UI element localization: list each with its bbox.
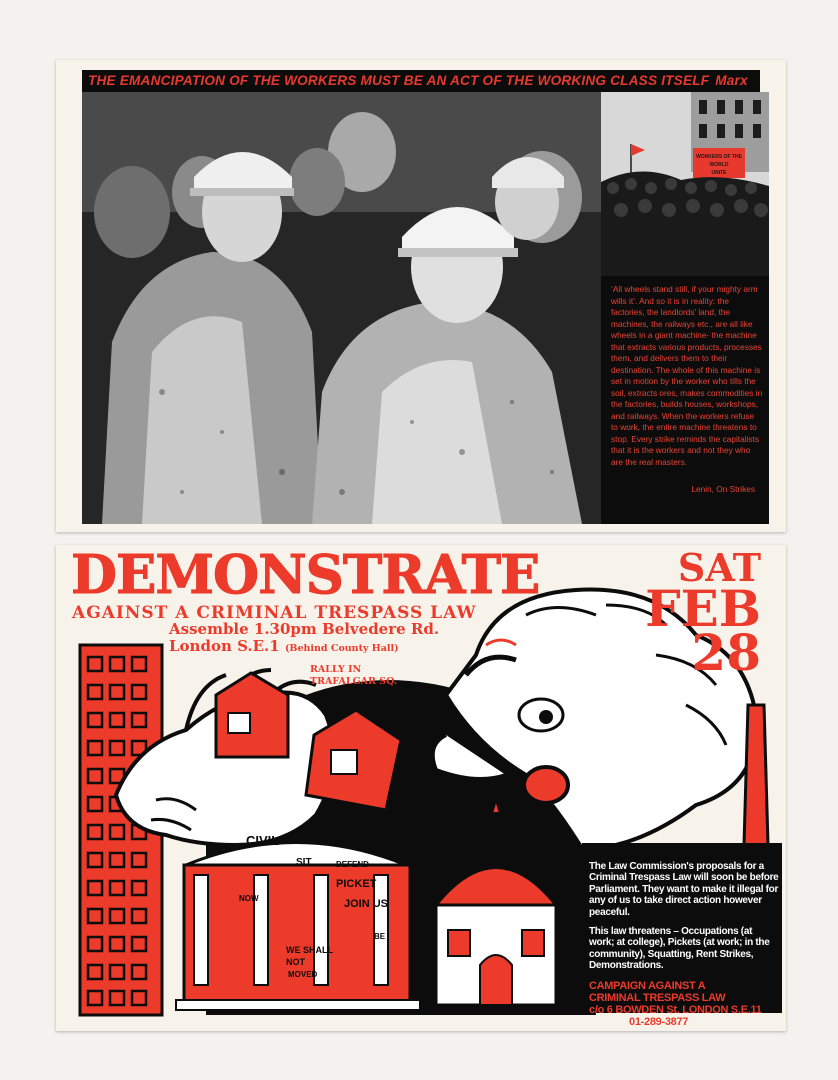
- date-number: 28: [691, 623, 761, 682]
- campaign-info: [589, 861, 779, 1028]
- date-month: FEB: [645, 579, 761, 638]
- campaign-address: c/o 6 BOWDEN St. LONDON S.E.11: [589, 1003, 762, 1016]
- campaign-line-1: CAMPAIGN AGAINST A: [589, 979, 706, 992]
- svg-text:UNITE: UNITE: [711, 170, 727, 176]
- placard-defend: DEFEND: [336, 860, 369, 869]
- placard-not: NOT: [286, 957, 305, 967]
- miners-photo: [82, 92, 601, 524]
- date-day: SAT: [677, 545, 761, 590]
- placard-we-shall: WE SHALL: [286, 945, 333, 955]
- poster-subtitle: AGAINST A CRIMINAL TRESPASS LAW: [72, 603, 477, 623]
- campaign-line-2: CRIMINAL TRESPASS LAW: [589, 991, 726, 1004]
- assembly-details: [169, 621, 439, 657]
- assemble-line-1: Assemble 1.30pm Belvedere Rd.: [169, 620, 440, 638]
- court-building: [176, 833, 420, 1010]
- marx-headline: [82, 70, 760, 92]
- assemble-line-2: London S.E.1: [169, 637, 280, 655]
- placard-civil: CIVIL: [246, 833, 280, 848]
- upper-poster: [56, 60, 786, 532]
- miners-photo-graphic: [82, 92, 601, 524]
- svg-text:WORKERS OF THE: WORKERS OF THE: [696, 154, 742, 160]
- demonstrate-title: DEMONSTRATE: [71, 545, 540, 606]
- placard-be: BE: [374, 932, 386, 941]
- campaign-contact: [589, 980, 779, 1028]
- info-paragraph-1: The Law Commission's proposals for a Criminal Trespass Law will soon be before Parliament. They want to make it illegal for any of us to take direct action however peaceful.: [589, 861, 779, 918]
- crowd-photo-graphic: [601, 92, 769, 276]
- lenin-quote: ‘All wheels stand still, if your mighty arm wills it’. And so it is in reality: the factories, the landlords’ land, the machines, the railways etc., are all like wheels in a giant machine- the machine that extracts various products, processes them, and delivers them to their destination. The whole of this machine is set in motion by the worker who tills the soil, extracts ores, makes commodities in the factories, builds houses, workshops, and railways. When the workers refuse to work, the entire machine threatens to stop. Every strike reminds the capitalists that it is the workers and not they who are the real masters.: [611, 284, 763, 467]
- placard-now: NOW: [239, 894, 259, 903]
- assemble-note: (Behind County Hall): [284, 643, 399, 654]
- placard-moved: MOVED: [288, 970, 318, 979]
- info-paragraph-2: This law threatens – Occupations (at work; at college), Pickets (at work; in the community), Squatting, Rent Strikes, Demonstrations.: [589, 926, 770, 972]
- event-date: [645, 545, 761, 682]
- crowd-photo: [601, 92, 769, 276]
- lenin-quote-box: [601, 276, 769, 524]
- rally-note: RALLY IN TRAFALGAR SQ.: [310, 664, 398, 687]
- headline-text: THE EMANCIPATION OF THE WORKERS MUST BE AN ACT OF THE WORKING CLASS ITSELF: [88, 73, 710, 88]
- headline-attribution: Marx: [715, 73, 748, 88]
- lower-poster: [56, 545, 786, 1031]
- campaign-phone: 01-289-3877: [629, 1015, 689, 1028]
- assemble-line-2-wrap: [169, 638, 439, 657]
- svg-text:WORLD: WORLD: [709, 162, 729, 168]
- quote-source: Lenin, On Strikes: [691, 484, 755, 494]
- placard-sit: SIT: [296, 857, 312, 868]
- placard-join-us: JOIN US: [344, 898, 389, 910]
- placard-picket: PICKET: [336, 878, 377, 890]
